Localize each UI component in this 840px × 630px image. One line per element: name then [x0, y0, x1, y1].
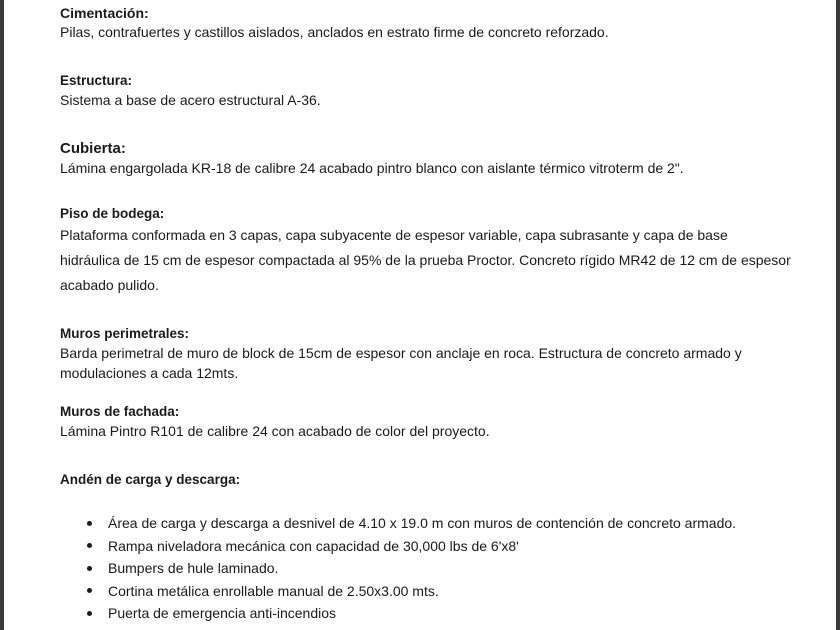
- section-cubierta: [60, 140, 790, 178]
- section-heading: Muros de fachada:: [60, 404, 180, 419]
- list-item-text: Área de carga y descarga a desnivel de 4.10 x 19.0 m con muros de contención de concreto armado.: [108, 515, 737, 531]
- anden-feature-list: [60, 512, 790, 625]
- section-heading: Piso de bodega:: [60, 206, 165, 221]
- section-heading: Cubierta:: [60, 140, 126, 157]
- list-item-text: Bumpers de hule laminado.: [108, 560, 279, 576]
- section-text-line: hidráulica de 15 cm de espesor compactada al 95% de la prueba Proctor. Concreto rígido MR42 de 12 cm de espesor: [60, 252, 791, 268]
- bullet-icon: [87, 588, 92, 593]
- section-text-line: modulaciones a cada 12mts.: [60, 365, 239, 381]
- section-text: Pilas, contrafuertes y castillos aislados, anclados en estrato firme de concreto reforzado.: [60, 24, 609, 40]
- list-item: [60, 602, 790, 625]
- section-estructura: [60, 72, 790, 110]
- page-edge-left: [0, 0, 4, 630]
- list-item: [60, 535, 790, 558]
- page-edge-right: [836, 0, 840, 630]
- list-item: [60, 512, 790, 535]
- section-text-line: Barda perimetral de muro de block de 15cm de espesor con anclaje en roca. Estructura de concreto armado y: [60, 345, 742, 361]
- list-item-text: Rampa niveladora mecánica con capacidad de 30,000 lbs de 6'x8': [108, 537, 519, 554]
- section-heading: Estructura:: [60, 73, 133, 88]
- bullet-icon: [87, 566, 92, 571]
- list-item-text: Puerta de emergencia anti-incendios: [108, 605, 337, 621]
- section-heading: Muros perimetrales:: [60, 326, 190, 341]
- section-text-line: Plataforma conformada en 3 capas, capa subyacente de espesor variable, capa subrasante y capa de base: [60, 227, 728, 243]
- section-heading: Cimentación:: [60, 5, 149, 21]
- section-cimentacion: [60, 4, 790, 42]
- bullet-icon: [87, 521, 92, 526]
- section-anden: [60, 471, 790, 489]
- section-muros-perimetrales: [60, 325, 790, 383]
- bullet-icon: [87, 543, 92, 548]
- bullet-icon: [87, 611, 92, 616]
- section-text-line: acabado pulido.: [60, 277, 159, 293]
- section-text: Lámina Pintro R101 de calibre 24 con acabado de color del proyecto.: [60, 423, 490, 439]
- list-item: [60, 557, 790, 580]
- list-item-text: Cortina metálica enrollable manual de 2.50x3.00 mts.: [108, 582, 439, 599]
- list-item: [60, 580, 790, 603]
- section-text: Sistema a base de acero estructural A-36.: [60, 92, 321, 108]
- section-text: Lámina engargolada KR-18 de calibre 24 acabado pintro blanco con aislante térmico vitroterm de 2".: [60, 160, 684, 176]
- section-muros-fachada: [60, 403, 790, 441]
- section-heading: Andén de carga y descarga:: [60, 472, 241, 487]
- section-piso-bodega: [60, 205, 790, 298]
